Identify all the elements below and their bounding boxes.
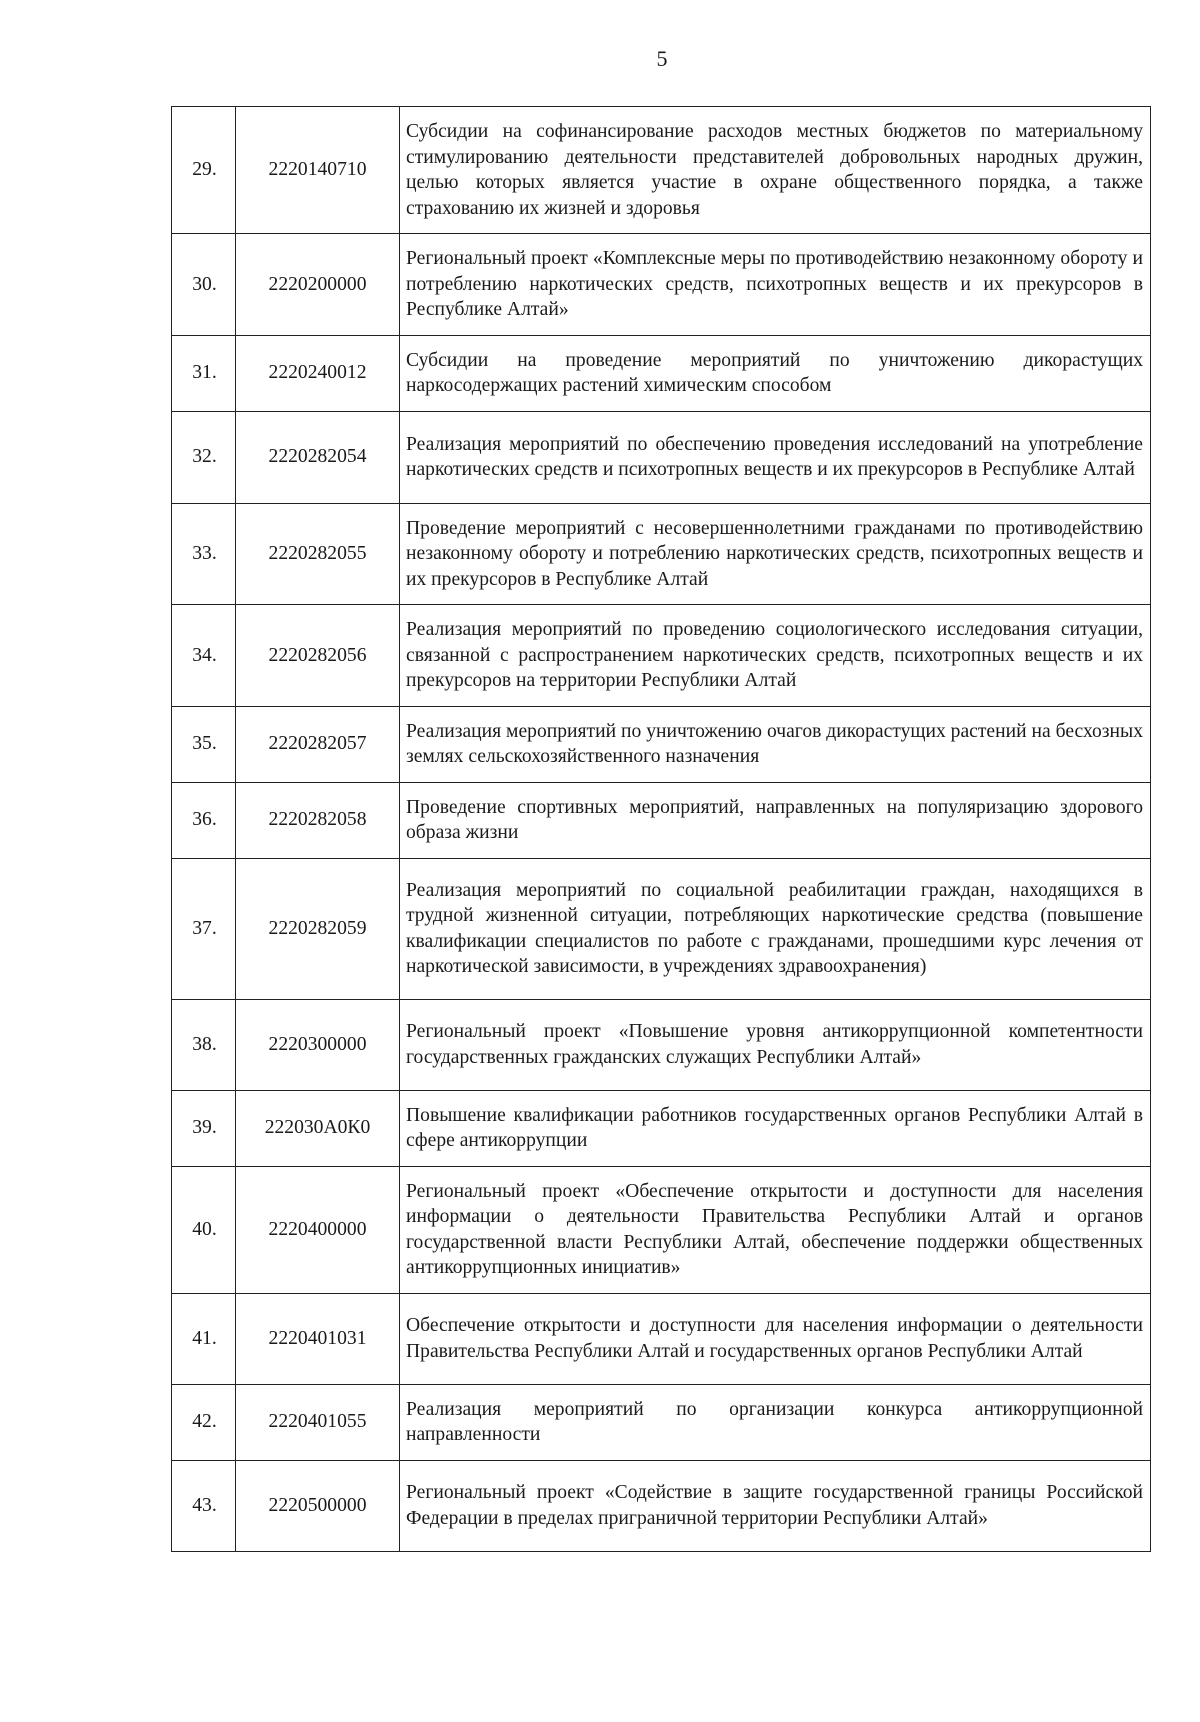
budget-code: 2220200000 <box>236 234 400 336</box>
table-row <box>172 1293 1151 1384</box>
row-description: Реализация мероприятий по проведению социологического исследования ситуации, связанной с распространением наркотических средств, психотропных веществ и их прекурсоров на территории Республики Алтай <box>400 605 1151 707</box>
budget-codes-table <box>171 106 1151 1552</box>
table-row <box>172 411 1151 503</box>
table-row <box>172 1460 1151 1551</box>
row-description: Реализация мероприятий по уничтожению очагов дикорастущих растений на бесхозных землях сельскохозяйственного назначения <box>400 706 1151 782</box>
row-number: 30. <box>172 234 236 336</box>
budget-code: 2220240012 <box>236 335 400 411</box>
row-description: Обеспечение открытости и доступности для населения информации о деятельности Правительства Республики Алтай и государственных органов Республики Алтай <box>400 1293 1151 1384</box>
row-number: 37. <box>172 858 236 999</box>
table-row <box>172 335 1151 411</box>
table-row <box>172 1166 1151 1293</box>
row-number: 43. <box>172 1460 236 1551</box>
row-description: Региональный проект «Обеспечение открытости и доступности для населения информации о деятельности Правительства Республики Алтай и органов государственной власти Республики Алтай, обеспечение поддержки общественных антикоррупционных инициатив» <box>400 1166 1151 1293</box>
table-row <box>172 107 1151 234</box>
row-description: Проведение мероприятий с несовершеннолетними гражданами по противодействию незаконному обороту и потреблению наркотических средств, психотропных веществ и их прекурсоров в Республике Алтай <box>400 503 1151 605</box>
table-row <box>172 782 1151 858</box>
row-number: 39. <box>172 1090 236 1166</box>
table-row <box>172 503 1151 605</box>
row-number: 36. <box>172 782 236 858</box>
row-description: Субсидии на софинансирование расходов местных бюджетов по материальному стимулированию деятельности представителей добровольных народных дружин, целью которых является участие в охране общественного порядка, а также страхованию их жизней и здоровья <box>400 107 1151 234</box>
row-description: Реализация мероприятий по социальной реабилитации граждан, находящихся в трудной жизненной ситуации, потребляющих наркотические средства (повышение квалификации специалистов по работе с гражданами, прошедшими курс лечения от наркотической зависимости, в учреждениях здравоохранения) <box>400 858 1151 999</box>
row-description: Реализация мероприятий по организации конкурса антикоррупционной направленности <box>400 1384 1151 1460</box>
row-number: 38. <box>172 999 236 1090</box>
budget-code: 2220282056 <box>236 605 400 707</box>
table-row <box>172 605 1151 707</box>
row-number: 35. <box>172 706 236 782</box>
table-row <box>172 1384 1151 1460</box>
budget-code: 2220282059 <box>236 858 400 999</box>
table-row <box>172 858 1151 999</box>
table-row <box>172 234 1151 336</box>
budget-code: 2220300000 <box>236 999 400 1090</box>
table-body <box>172 107 1151 1552</box>
budget-code: 2220401055 <box>236 1384 400 1460</box>
budget-code: 2220401031 <box>236 1293 400 1384</box>
budget-code: 2220140710 <box>236 107 400 234</box>
table-row <box>172 1090 1151 1166</box>
row-description: Региональный проект «Содействие в защите государственной границы Российской Федерации в пределах приграничной территории Республики Алтай» <box>400 1460 1151 1551</box>
row-number: 29. <box>172 107 236 234</box>
row-number: 32. <box>172 411 236 503</box>
budget-code: 2220282055 <box>236 503 400 605</box>
budget-code: 2220282054 <box>236 411 400 503</box>
row-description: Проведение спортивных мероприятий, направленных на популяризацию здорового образа жизни <box>400 782 1151 858</box>
budget-code: 2220282057 <box>236 706 400 782</box>
row-description: Повышение квалификации работников государственных органов Республики Алтай в сфере антикоррупции <box>400 1090 1151 1166</box>
page-number: 5 <box>656 46 668 71</box>
budget-code: 2220400000 <box>236 1166 400 1293</box>
row-description: Реализация мероприятий по обеспечению проведения исследований на употребление наркотических средств и психотропных веществ и их прекурсоров в Республике Алтай <box>400 411 1151 503</box>
row-number: 40. <box>172 1166 236 1293</box>
row-number: 34. <box>172 605 236 707</box>
row-number: 42. <box>172 1384 236 1460</box>
row-number: 41. <box>172 1293 236 1384</box>
table-row <box>172 999 1151 1090</box>
table-row <box>172 706 1151 782</box>
row-description: Субсидии на проведение мероприятий по уничтожению дикорастущих наркосодержащих растений химическим способом <box>400 335 1151 411</box>
budget-code: 2220282058 <box>236 782 400 858</box>
budget-code: 2220500000 <box>236 1460 400 1551</box>
row-number: 31. <box>172 335 236 411</box>
row-description: Региональный проект «Повышение уровня антикоррупционной компетентности государственных гражданских служащих Республики Алтай» <box>400 999 1151 1090</box>
budget-code: 222030А0К0 <box>236 1090 400 1166</box>
row-number: 33. <box>172 503 236 605</box>
row-description: Региональный проект «Комплексные меры по противодействию незаконному обороту и потреблению наркотических средств, психотропных веществ и их прекурсоров в Республике Алтай» <box>400 234 1151 336</box>
